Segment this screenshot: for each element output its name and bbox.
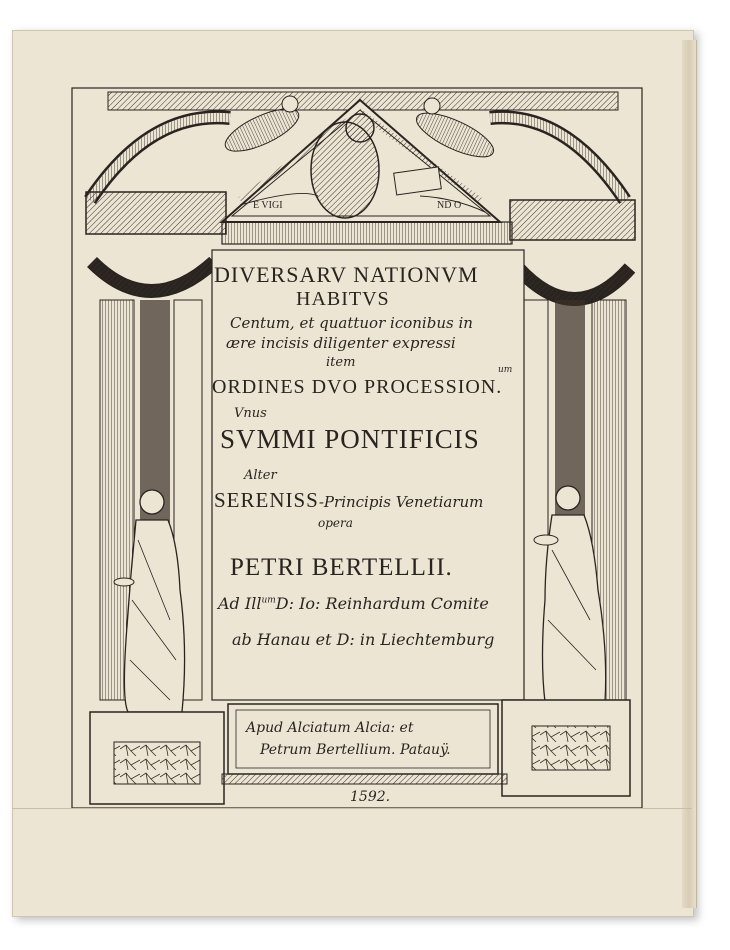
- imprint-cartouche: [228, 704, 498, 774]
- imprint-line-1: Apud Alciatum Alcia: et: [246, 720, 414, 736]
- title-line-11: opera: [318, 516, 353, 530]
- right-pedestal-panel: [532, 726, 610, 770]
- title-line-4: ære incisis diligenter expressi: [226, 334, 456, 352]
- title-line-2: HABITVS: [296, 288, 390, 310]
- publication-year: 1592.: [350, 789, 391, 805]
- title-line-13a: Ad Ill: [218, 594, 262, 613]
- superscript-1: um: [498, 365, 513, 375]
- title-line-5: item: [326, 355, 356, 370]
- title-line-1: DIVERSARV NATIONVM: [214, 262, 479, 287]
- right-entablature: [510, 200, 635, 240]
- title-line-12: PETRI BERTELLII.: [230, 554, 453, 581]
- motto-left: E VIGI: [253, 200, 283, 211]
- fold-line: [12, 808, 692, 809]
- title-line-13b: D: Io: Reinhardum Comite: [275, 594, 489, 613]
- title-line-6: ORDINES DVO PROCESSION.: [212, 376, 503, 398]
- title-line-10: [214, 488, 483, 513]
- frieze: [222, 222, 512, 244]
- title-line-7: Vnus: [234, 406, 267, 421]
- imprint-line-2: Petrum Bertellium. Patauÿ.: [260, 742, 451, 758]
- left-entablature: [86, 192, 226, 234]
- superscript-2: um: [261, 595, 276, 606]
- title-line-10b: -Principis Venetiarum: [318, 493, 484, 511]
- title-line-9: Alter: [244, 468, 277, 483]
- title-line-10a: SERENISS: [214, 488, 319, 512]
- title-line-8: SVMMI PONTIFICIS: [220, 424, 480, 454]
- left-pedestal-panel: [114, 742, 200, 784]
- title-line-3: Centum, et quattuor iconibus in: [230, 314, 473, 332]
- title-line-13: [218, 594, 489, 613]
- motto-right: ND O: [437, 200, 462, 211]
- title-line-14: ab Hanau et D: in Liechtemburg: [232, 630, 495, 649]
